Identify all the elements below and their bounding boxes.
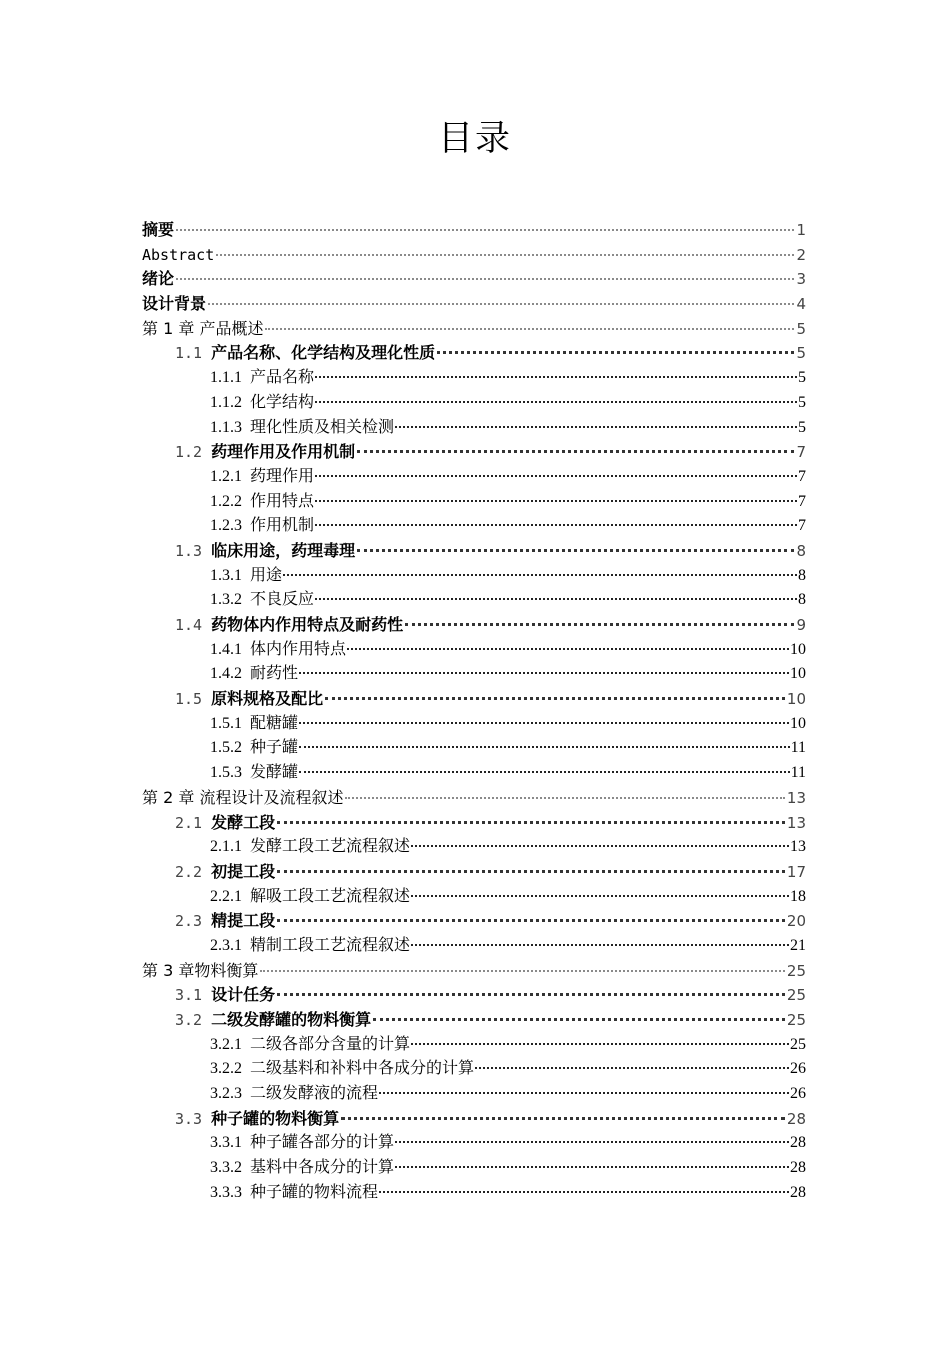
toc-entry[interactable] (142, 1156, 806, 1181)
toc-entry-page: 28 (786, 1109, 806, 1128)
toc-entry-number: 3.3 (175, 1109, 203, 1128)
toc-entry-page: 25 (786, 1011, 806, 1029)
toc-entry-text: 产品名称、化学结构及理化性质 (211, 343, 436, 363)
toc-entry-number: 2.1.1 (210, 838, 242, 856)
toc-entry-label (175, 983, 275, 1008)
toc-entry-page: 8 (798, 591, 806, 609)
toc-entry-page: 10 (786, 690, 806, 709)
toc-entry-label (210, 885, 410, 910)
toc-dot-leader (176, 228, 794, 231)
toc-dot-leader (411, 1042, 789, 1045)
toc-entry-page: 10 (790, 640, 806, 658)
toc-entry-text: 化学结构 (250, 393, 315, 411)
toc-entry[interactable] (142, 959, 806, 984)
toc-entry[interactable] (142, 909, 806, 934)
toc-dot-leader (299, 721, 789, 724)
toc-entry-label (210, 934, 410, 959)
toc-entry-page: 28 (790, 1134, 806, 1152)
toc-entry-label (142, 218, 174, 243)
toc-entry-number: 1.4.2 (210, 665, 242, 683)
toc-entry-text: 绪论 (142, 269, 175, 289)
toc-entry-number: 2.1 (175, 813, 203, 832)
toc-entry-page: 8 (798, 566, 806, 584)
toc-entry[interactable] (142, 786, 806, 811)
toc-dot-leader (176, 277, 794, 280)
toc-dot-leader (208, 302, 794, 305)
toc-dot-leader (277, 992, 785, 996)
toc-entry[interactable] (142, 712, 806, 737)
toc-entry-page: 5 (798, 418, 806, 436)
toc-entry-number: 1.1 (175, 344, 203, 363)
toc-entry-label (210, 1156, 394, 1181)
toc-entry-number: 1.1.2 (210, 393, 242, 411)
toc-entry-page: 3 (796, 270, 806, 289)
toc-entry[interactable] (142, 885, 806, 910)
toc-dot-leader (405, 622, 794, 626)
toc-entry[interactable] (142, 1107, 806, 1132)
toc-dot-leader (395, 1165, 789, 1168)
toc-entry[interactable] (142, 860, 806, 885)
toc-entry-label (142, 317, 263, 342)
toc-entry-text: 临床用途，药理毒理 (211, 540, 356, 560)
toc-entry-page: 1 (796, 221, 806, 239)
toc-entry-number: 1.5.2 (210, 739, 242, 757)
toc-entry-text: 第 1 章 产品概述 (142, 318, 264, 338)
toc-entry-page: 28 (790, 1159, 806, 1177)
toc-dot-leader (260, 969, 785, 972)
toc-dot-leader (315, 499, 797, 502)
toc-entry-label (175, 440, 355, 465)
toc-entry-label (210, 490, 314, 515)
toc-entry[interactable] (142, 662, 806, 687)
toc-dot-leader (373, 1017, 785, 1021)
toc-entry-label (210, 391, 314, 416)
toc-entry[interactable] (142, 465, 806, 490)
toc-entry-text: 不良反应 (250, 591, 315, 609)
toc-entry-page: 7 (796, 443, 806, 462)
toc-entry-text: 理化性质及相关检测 (250, 418, 395, 436)
toc-entry-text: 用途 (250, 566, 283, 584)
toc-entry-label (142, 786, 343, 811)
toc-entry-text: 解吸工段工艺流程叙述 (250, 887, 411, 905)
toc-entry-page: 5 (798, 369, 806, 387)
toc-entry[interactable] (142, 588, 806, 613)
toc-dot-leader (216, 253, 794, 256)
toc-entry-number: 2.2 (175, 862, 203, 881)
toc-entry[interactable] (142, 1008, 806, 1033)
toc-entry-label (175, 909, 275, 934)
toc-entry[interactable] (142, 736, 806, 761)
toc-entry[interactable] (142, 490, 806, 515)
toc-entry-page: 10 (790, 665, 806, 683)
page-title: 目录 (437, 119, 512, 159)
toc-entry-label (210, 1057, 474, 1082)
toc-entry-label (175, 811, 275, 836)
toc-entry-text: 种子罐的物料衡算 (211, 1108, 340, 1128)
toc-entry-number: 1.1.1 (210, 369, 242, 387)
toc-entry-number: 2.3.1 (210, 936, 242, 954)
toc-dot-leader (341, 1116, 785, 1120)
toc-entry-text: 作用特点 (250, 492, 315, 510)
toc-dot-leader (315, 400, 797, 403)
toc-entry-text: 精提工段 (211, 911, 276, 931)
toc-dot-leader (395, 1140, 789, 1143)
toc-entry-number: 3.2.3 (210, 1085, 242, 1103)
toc-entry-text: 二级发酵罐的物料衡算 (211, 1010, 372, 1029)
toc-entry-label (175, 341, 435, 366)
toc-entry[interactable] (142, 292, 806, 317)
toc-entry[interactable] (142, 539, 806, 564)
toc-entry-label (210, 514, 314, 539)
toc-entry-page: 25 (790, 1035, 806, 1053)
toc-entry-label (175, 687, 323, 712)
toc-entry-page: 8 (796, 541, 806, 560)
toc-dot-leader (315, 523, 797, 526)
toc-entry-page: 11 (790, 739, 806, 757)
toc-entry-text: 药理作用 (250, 467, 315, 485)
toc-dot-leader (325, 696, 785, 700)
toc-entry-label (175, 860, 275, 885)
toc-entry-number: 1.5 (175, 690, 203, 709)
toc-entry-text: 发酵工段工艺流程叙述 (250, 838, 411, 856)
toc-entry-label (142, 243, 214, 268)
toc-entry-page: 4 (796, 295, 806, 314)
toc-entry-text: 种子罐各部分的计算 (250, 1134, 395, 1152)
toc-entry-text: 产品名称 (250, 369, 315, 387)
toc-entry-number: 1.2.2 (210, 492, 242, 510)
toc-entry-label (175, 1107, 339, 1132)
toc-entry-label (210, 1082, 378, 1107)
toc-dot-leader (315, 597, 797, 600)
toc-dot-leader (299, 671, 789, 674)
toc-entry-number: 3.1 (175, 986, 203, 1005)
toc-entry[interactable] (142, 514, 806, 539)
toc-entry-label (142, 267, 174, 292)
toc-dot-leader (411, 943, 789, 946)
toc-entry[interactable] (142, 983, 806, 1008)
toc-entry-number: 3.3.2 (210, 1159, 242, 1177)
toc-entry-label (210, 835, 410, 860)
toc-entry-page: 5 (796, 344, 806, 363)
toc-entry-text: 种子罐 (250, 739, 299, 757)
toc-dot-leader (299, 745, 790, 748)
table-of-contents (142, 218, 806, 1206)
toc-entry[interactable] (142, 440, 806, 465)
toc-entry-page: 18 (790, 887, 806, 905)
toc-entry-label (210, 416, 394, 441)
toc-entry-number: 1.5.3 (210, 764, 242, 782)
toc-entry[interactable] (142, 267, 806, 292)
toc-entry-page: 9 (796, 616, 806, 634)
toc-entry-page: 28 (790, 1183, 806, 1201)
toc-entry[interactable] (142, 934, 806, 959)
toc-entry-label (210, 588, 314, 613)
toc-dot-leader (265, 327, 794, 330)
toc-dot-leader (357, 548, 794, 552)
toc-entry-text: 二级发酵液的流程 (250, 1085, 379, 1103)
toc-entry[interactable] (142, 243, 806, 268)
toc-entry[interactable] (142, 1057, 806, 1082)
toc-entry-label (210, 366, 314, 391)
toc-entry-number: 3.2.2 (210, 1060, 242, 1078)
toc-entry-label (142, 292, 206, 317)
toc-entry-number: 1.3.1 (210, 566, 242, 584)
toc-dot-leader (437, 350, 794, 354)
toc-entry[interactable] (142, 366, 806, 391)
toc-entry-number: 3.2.1 (210, 1035, 242, 1053)
toc-dot-leader (277, 918, 785, 922)
toc-entry-text: 种子罐的物料流程 (250, 1183, 379, 1201)
toc-entry-text: 体内作用特点 (250, 640, 347, 658)
toc-entry-text: 第 3 章物料衡算 (142, 960, 259, 980)
toc-dot-leader (299, 770, 790, 773)
toc-dot-leader (277, 869, 785, 873)
toc-dot-leader (345, 796, 784, 799)
toc-entry-number: 2.3 (175, 912, 203, 931)
toc-entry[interactable] (142, 761, 806, 786)
toc-entry-number: 1.2.1 (210, 467, 242, 485)
toc-entry-text: 基料中各成分的计算 (250, 1159, 395, 1177)
toc-entry-number: 1.4 (175, 616, 203, 634)
toc-entry-number: 3.3.3 (210, 1183, 242, 1201)
toc-entry-page: 11 (790, 764, 806, 782)
toc-dot-leader (395, 425, 797, 428)
toc-entry-label (210, 638, 346, 663)
toc-entry-page: 13 (790, 838, 806, 856)
toc-entry-label (210, 1181, 378, 1206)
toc-entry-page: 25 (786, 961, 806, 980)
toc-entry-page: 7 (798, 517, 806, 535)
toc-entry[interactable] (142, 1082, 806, 1107)
toc-entry[interactable] (142, 416, 806, 441)
toc-entry-label (210, 662, 298, 687)
toc-entry-number: 2.2.1 (210, 887, 242, 905)
toc-entry-page: 7 (798, 492, 806, 510)
toc-entry-text: 作用机制 (250, 517, 315, 535)
toc-dot-leader (315, 474, 797, 477)
toc-entry-number: 3.3.1 (210, 1134, 242, 1152)
toc-entry-page: 7 (798, 467, 806, 485)
toc-dot-leader (347, 647, 789, 650)
toc-entry-page: 2 (796, 245, 806, 264)
toc-entry-number: 1.3 (175, 541, 203, 560)
toc-entry-text: 药理作用及作用机制 (211, 442, 356, 462)
toc-entry-text: 配糖罐 (250, 714, 299, 732)
toc-entry-text: 二级各部分含量的计算 (250, 1035, 411, 1053)
toc-entry-label (210, 1033, 410, 1058)
toc-dot-leader (475, 1066, 789, 1069)
toc-dot-leader (411, 894, 789, 897)
toc-entry-number: 1.2 (175, 443, 203, 462)
toc-entry[interactable] (142, 1033, 806, 1058)
toc-entry-label (210, 465, 314, 490)
toc-entry-text: 耐药性 (250, 665, 299, 683)
toc-entry-page: 13 (786, 788, 806, 807)
toc-entry-text: 药物体内作用特点及耐药性 (211, 615, 404, 634)
toc-entry[interactable] (142, 391, 806, 416)
toc-entry-text: 发酵工段 (211, 812, 276, 832)
toc-entry[interactable] (142, 687, 806, 712)
toc-entry-page: 25 (786, 986, 806, 1005)
toc-entry-page: 20 (786, 912, 806, 931)
toc-entry-page: 17 (786, 862, 806, 881)
toc-entry-label (142, 959, 258, 984)
toc-entry-text: 精制工段工艺流程叙述 (250, 936, 411, 954)
toc-entry-label (210, 761, 298, 786)
toc-entry-page: 5 (798, 393, 806, 411)
toc-dot-leader (357, 449, 794, 453)
toc-entry-label (210, 736, 298, 761)
toc-dot-leader (315, 375, 797, 378)
toc-entry[interactable] (142, 638, 806, 663)
toc-entry-number: 1.2.3 (210, 517, 242, 535)
toc-entry[interactable] (142, 341, 806, 366)
toc-entry-text: 初提工段 (211, 861, 276, 881)
toc-entry-text: 发酵罐 (250, 764, 299, 782)
toc-entry-text: 设计背景 (142, 294, 207, 314)
toc-entry-text: 摘要 (142, 220, 175, 239)
toc-entry-number: 1.4.1 (210, 640, 242, 658)
toc-entry[interactable] (142, 564, 806, 589)
toc-entry-label (175, 539, 355, 564)
toc-entry-text: 原料规格及配比 (211, 689, 324, 709)
toc-entry[interactable] (142, 1181, 806, 1206)
toc-entry-page: 5 (796, 319, 806, 338)
toc-entry[interactable] (142, 317, 806, 342)
toc-entry-text: 设计任务 (211, 985, 276, 1005)
toc-dot-leader (283, 573, 797, 576)
toc-entry[interactable] (142, 613, 806, 638)
toc-entry-label (210, 564, 282, 589)
toc-entry-label (210, 1131, 394, 1156)
toc-dot-leader (379, 1091, 789, 1094)
toc-entry-label (210, 712, 298, 737)
toc-entry[interactable] (142, 1131, 806, 1156)
toc-entry[interactable] (142, 811, 806, 836)
toc-entry[interactable] (142, 218, 806, 243)
toc-entry-page: 21 (790, 936, 806, 954)
toc-entry-label (175, 613, 403, 638)
toc-entry-page: 13 (786, 813, 806, 832)
toc-entry-text: 第 2 章 流程设计及流程叙述 (142, 787, 344, 807)
toc-dot-leader (277, 820, 785, 824)
toc-entry-number: 1.5.1 (210, 714, 242, 732)
toc-entry-label (175, 1008, 371, 1033)
toc-entry-page: 10 (790, 714, 806, 732)
toc-entry[interactable] (142, 835, 806, 860)
toc-entry-page: 26 (790, 1060, 806, 1078)
toc-entry-page: 26 (790, 1085, 806, 1103)
toc-entry-text: Abstract (142, 245, 215, 264)
toc-dot-leader (411, 844, 789, 847)
toc-entry-number: 1.3.2 (210, 591, 242, 609)
toc-entry-number: 1.1.3 (210, 418, 242, 436)
toc-entry-number: 3.2 (175, 1011, 203, 1029)
toc-dot-leader (379, 1190, 789, 1193)
toc-entry-text: 二级基料和补料中各成分的计算 (250, 1060, 475, 1078)
